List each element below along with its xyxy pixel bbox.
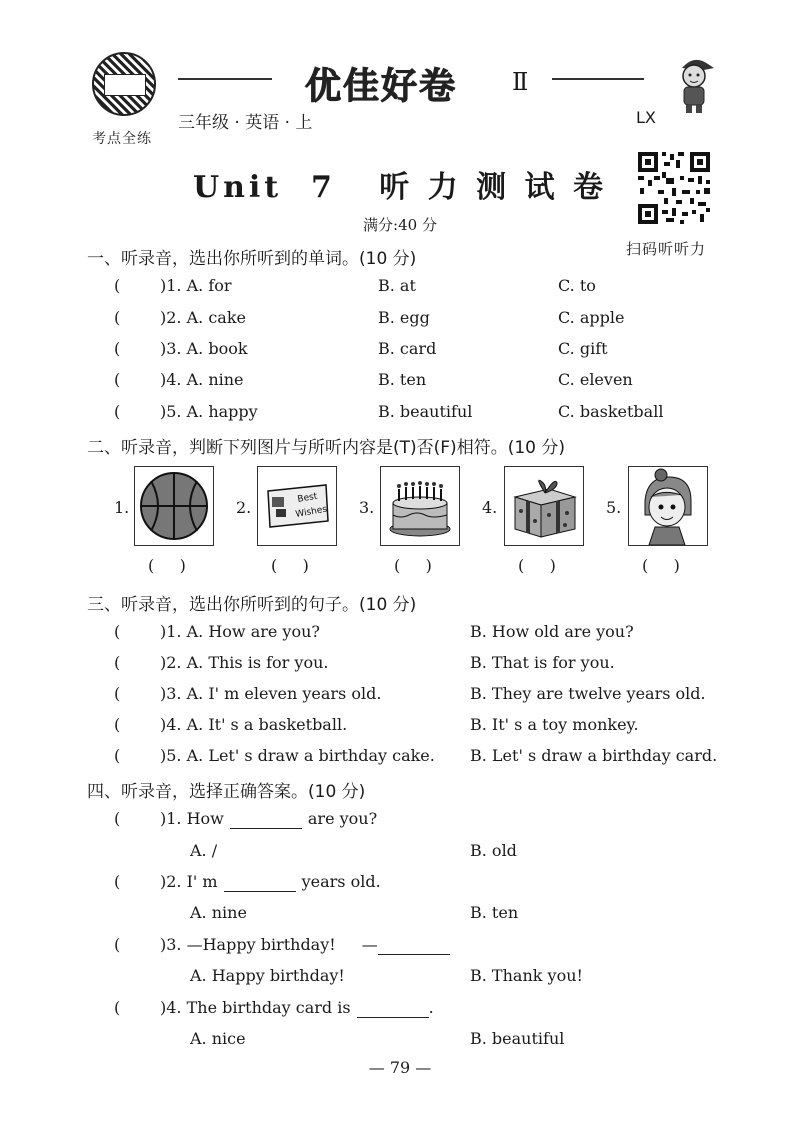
option-b: B. How old are you? (470, 622, 634, 641)
picture-number: 5. (606, 498, 622, 517)
question-option-a: )4. A. nine (160, 370, 244, 389)
card-text-wishes: Wishes (294, 504, 328, 520)
option-c: C. apple (558, 308, 625, 327)
header-rule-right (552, 78, 644, 80)
picture-answer-paren[interactable]: ( ) (271, 556, 309, 575)
question-text: — (361, 935, 378, 954)
answer-paren[interactable]: ( (114, 809, 121, 828)
question-option-a: )2. A. This is for you. (160, 653, 329, 672)
card-text-best: Best (296, 491, 319, 505)
option-c: C. basketball (558, 402, 664, 421)
section-1-heading: 一、听录音，选出你所听到的单词。(10 分) (87, 249, 417, 269)
question-option-a: )5. A. Let' s draw a birthday cake. (160, 746, 435, 765)
answer-paren[interactable]: ( (114, 339, 121, 358)
picture-number: 3. (359, 498, 375, 517)
picture-answer-paren[interactable]: ( ) (518, 556, 556, 575)
option-b: B. That is for you. (470, 653, 615, 672)
picture-frame (504, 466, 584, 546)
fill-blank-question (160, 872, 381, 892)
basketball-icon (135, 467, 213, 545)
header-rule-left (178, 78, 272, 80)
total-score: 满分:40 分 (363, 216, 437, 234)
brand-numeral: Ⅱ (512, 68, 529, 96)
picture-frame (628, 466, 708, 546)
grade-subject: 三年级 · 英语 · 上 (178, 113, 313, 133)
question-option-a: )5. A. happy (160, 402, 258, 421)
question-option-a: )1. A. for (160, 276, 232, 295)
question-text: . (428, 998, 434, 1017)
option-a: A. Happy birthday! (190, 966, 345, 985)
answer-paren[interactable]: ( (114, 308, 121, 327)
answer-paren[interactable]: ( (114, 402, 121, 421)
option-b: B. egg (378, 308, 430, 327)
option-b: B. It' s a toy monkey. (470, 715, 639, 734)
section-2-heading: 二、听录音，判断下列图片与所听内容是(T)否(F)相符。(10 分) (87, 438, 565, 458)
question-text: years old. (301, 872, 381, 891)
gift-icon (505, 467, 583, 545)
option-a: A. nine (190, 903, 247, 922)
question-option-a: )1. A. How are you? (160, 622, 320, 641)
option-a: A. nice (190, 1029, 246, 1048)
picture-answer-paren[interactable]: ( ) (148, 556, 186, 575)
fill-blank-question (160, 998, 434, 1018)
question-option-a: )3. A. I' m eleven years old. (160, 684, 382, 703)
question-option-a: )2. A. cake (160, 308, 246, 327)
qr-code-icon[interactable] (636, 150, 712, 226)
blank-line[interactable] (357, 998, 429, 1018)
answer-paren[interactable]: ( (114, 998, 121, 1017)
logo-badge (104, 74, 146, 96)
logo-caption: 考点全练 (92, 131, 152, 147)
picture-number: 2. (236, 498, 252, 517)
fill-blank-question (160, 935, 450, 955)
option-b: B. ten (378, 370, 427, 389)
picture-frame (257, 466, 337, 546)
picture-number: 4. (482, 498, 498, 517)
girl-icon (629, 467, 707, 545)
option-c: C. to (558, 276, 596, 295)
blank-line[interactable] (378, 935, 450, 955)
answer-paren[interactable]: ( (114, 935, 121, 954)
brand-logo (92, 52, 156, 116)
blank-line[interactable] (230, 809, 302, 829)
answer-paren[interactable]: ( (114, 684, 121, 703)
question-option-a: )4. A. It' s a basketball. (160, 715, 348, 734)
option-b: B. old (470, 841, 517, 860)
answer-paren[interactable]: ( (114, 622, 121, 641)
answer-paren[interactable]: ( (114, 715, 121, 734)
cake-icon (381, 467, 459, 545)
answer-paren[interactable]: ( (114, 370, 121, 389)
question-text: )2. I' m (160, 872, 218, 891)
brand-title: 优佳好卷 (305, 66, 458, 107)
option-b: B. beautiful (378, 402, 473, 421)
option-b: B. They are twelve years old. (470, 684, 706, 703)
blank-line[interactable] (224, 872, 296, 892)
qr-caption: 扫码听听力 (626, 240, 707, 258)
answer-paren[interactable]: ( (114, 653, 121, 672)
page-number: — 79 — (368, 1058, 432, 1077)
page-title: Unit 7 听 力 测 试 卷 (192, 170, 608, 205)
picture-answer-paren[interactable]: ( ) (394, 556, 432, 575)
option-b: B. beautiful (470, 1029, 565, 1048)
option-b: B. ten (470, 903, 519, 922)
section-3-heading: 三、听录音，选出你所听到的句子。(10 分) (87, 595, 417, 615)
question-text: are you? (307, 809, 378, 828)
fill-blank-question (160, 809, 377, 829)
option-c: C. gift (558, 339, 608, 358)
answer-paren[interactable]: ( (114, 276, 121, 295)
card-icon (258, 467, 336, 545)
option-b: B. card (378, 339, 437, 358)
picture-number: 1. (114, 498, 130, 517)
option-a: A. / (190, 841, 218, 860)
mascot-icon (664, 52, 724, 114)
option-c: C. eleven (558, 370, 633, 389)
question-text: )4. The birthday card is (160, 998, 351, 1017)
question-text: )1. How (160, 809, 224, 828)
picture-frame (134, 466, 214, 546)
picture-frame (380, 466, 460, 546)
edition-code: LX (636, 108, 656, 127)
section-4-heading: 四、听录音，选择正确答案。(10 分) (87, 782, 366, 802)
picture-answer-paren[interactable]: ( ) (642, 556, 680, 575)
option-b: B. Let' s draw a birthday card. (470, 746, 718, 765)
answer-paren[interactable]: ( (114, 746, 121, 765)
question-option-a: )3. A. book (160, 339, 248, 358)
option-b: B. at (378, 276, 416, 295)
answer-paren[interactable]: ( (114, 872, 121, 891)
question-text: )3. —Happy birthday! (160, 935, 336, 954)
option-b: B. Thank you! (470, 966, 583, 985)
